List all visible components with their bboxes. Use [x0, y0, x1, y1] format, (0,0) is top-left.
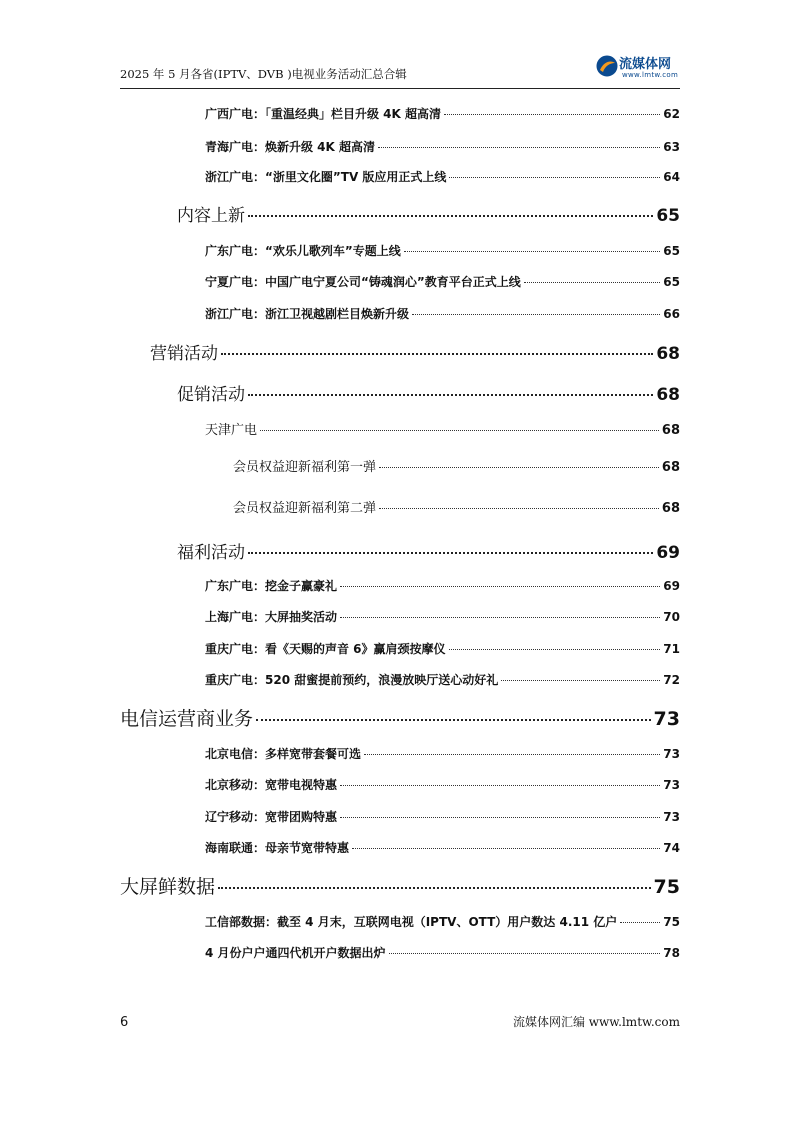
toc-leader — [524, 282, 661, 283]
toc-entry[interactable] — [205, 105, 680, 122]
toc-leader — [412, 314, 660, 315]
toc-entry-title: 辽宁移动：宽带团购特惠 — [205, 810, 338, 824]
toc-leader — [620, 922, 660, 923]
toc-leader — [379, 508, 659, 509]
toc-entry-page: 72 — [663, 673, 680, 687]
toc-entry-page: 75 — [653, 876, 680, 898]
toc-entry-title: 海南联通：母亲节宽带特惠 — [205, 841, 350, 855]
toc-leader — [248, 552, 653, 554]
toc-leader — [256, 719, 651, 721]
toc-entry-page: 68 — [656, 385, 680, 405]
toc-leader — [248, 215, 653, 217]
toc-entry-title: 宁夏广电：中国广电宁夏公司“铸魂润心”教育平台正式上线 — [205, 275, 521, 289]
toc-entry-title: 广西广电：「重温经典」栏目升级 4K 超高清 — [205, 107, 442, 121]
toc-leader — [248, 394, 653, 396]
toc-entry[interactable] — [205, 776, 680, 793]
toc-entry-page: 71 — [663, 642, 680, 656]
toc-entry-page: 73 — [663, 747, 680, 761]
toc-entry-title: 广东广电：“欢乐儿歌列车”专题上线 — [205, 244, 401, 258]
toc-leader — [378, 147, 660, 148]
toc-entry[interactable] — [205, 577, 680, 594]
toc-leader — [389, 953, 661, 954]
toc-entry-page: 68 — [656, 344, 680, 364]
toc-entry-page: 68 — [661, 423, 680, 438]
toc-entry[interactable] — [205, 808, 680, 825]
toc-entry-title: 内容上新 — [177, 206, 245, 226]
toc-leader — [501, 680, 660, 681]
toc-entry-page: 64 — [663, 170, 680, 184]
toc-entry[interactable] — [205, 138, 680, 155]
toc-leader — [340, 586, 660, 587]
toc-leader — [444, 114, 660, 115]
toc-entry[interactable] — [205, 273, 680, 290]
toc-leader — [364, 754, 660, 755]
toc-entry[interactable] — [177, 201, 680, 226]
toc-entry-title: 4 月份户户通四代机开户数据出炉 — [205, 946, 386, 960]
toc-entry-title: 北京电信：多样宽带套餐可选 — [205, 747, 362, 761]
toc-entry-title: 上海广电：大屏抽奖活动 — [205, 610, 338, 624]
toc-entry-page: 74 — [663, 841, 680, 855]
toc-entry[interactable] — [205, 640, 680, 657]
toc-entry-page: 69 — [656, 543, 680, 563]
logo-url: www.lmtw.com — [622, 71, 679, 79]
toc-entry-title: 广东广电：挖金子赢豪礼 — [205, 579, 338, 593]
toc-entry-page: 78 — [663, 946, 680, 960]
toc-entry-page: 68 — [661, 460, 680, 475]
toc-entry[interactable] — [205, 242, 680, 259]
page-number: 6 — [120, 1015, 129, 1030]
logo-text: 流媒体网 — [619, 57, 672, 72]
toc-entry-page: 65 — [656, 206, 680, 226]
toc-entry-title: 工信部数据：截至 4 月末，互联网电视（IPTV、OTT）用户数达 4.11 亿户 — [205, 915, 618, 929]
toc-entry-title: 青海广电：焕新升级 4K 超高清 — [205, 140, 376, 154]
toc-entry-page: 69 — [663, 579, 680, 593]
toc-entry-page: 73 — [653, 708, 680, 730]
toc-entry-title: 会员权益迎新福利第一弹 — [233, 460, 377, 475]
toc-leader — [218, 887, 651, 889]
toc-entry-page: 75 — [663, 915, 680, 929]
toc-entry[interactable] — [205, 944, 680, 961]
toc-entry[interactable] — [205, 608, 680, 625]
toc-entry[interactable] — [177, 380, 680, 405]
toc-entry[interactable] — [205, 168, 680, 185]
toc-entry[interactable] — [205, 913, 680, 930]
toc-entry-page: 73 — [663, 778, 680, 792]
toc-entry-title: 重庆广电：520 甜蜜提前预约，浪漫放映厅送心动好礼 — [205, 673, 499, 687]
toc-entry-page: 68 — [661, 501, 680, 516]
toc-leader — [340, 785, 660, 786]
toc-entry-page: 66 — [663, 307, 680, 321]
toc-entry-title: 北京移动：宽带电视特惠 — [205, 778, 338, 792]
toc-entry[interactable] — [177, 538, 680, 563]
toc-entry-title: 会员权益迎新福利第二弹 — [233, 501, 377, 516]
toc-leader — [221, 353, 653, 355]
toc-leader — [449, 649, 661, 650]
toc-entry[interactable] — [233, 456, 680, 475]
footer-source: 流媒体网汇编 www.lmtw.com — [512, 1015, 680, 1029]
toc-entry-title: 浙江广电：浙江卫视越剧栏目焕新升级 — [205, 307, 410, 321]
toc-entry-page: 63 — [663, 140, 680, 154]
toc-entry-title: 营销活动 — [150, 344, 218, 364]
toc-leader — [340, 817, 660, 818]
toc-leader — [260, 430, 659, 431]
toc-entry-title: 大屏鲜数据 — [120, 876, 216, 898]
toc-entry-page: 65 — [663, 275, 680, 289]
toc-leader — [379, 467, 659, 468]
toc-leader — [449, 177, 660, 178]
toc-entry-page: 70 — [663, 610, 680, 624]
toc-entry-page: 73 — [663, 810, 680, 824]
toc-entry-page: 65 — [663, 244, 680, 258]
toc-entry-title: 福利活动 — [177, 543, 245, 563]
toc-entry[interactable] — [205, 419, 680, 438]
toc-entry[interactable] — [205, 839, 680, 856]
toc-entry[interactable] — [205, 671, 680, 688]
toc-entry-title: 电信运营商业务 — [120, 708, 254, 730]
toc-entry[interactable] — [150, 339, 680, 364]
toc-leader — [352, 848, 660, 849]
toc-entry-title: 浙江广电：“浙里文化圈”TV 版应用正式上线 — [205, 170, 447, 184]
toc-entry-title: 天津广电 — [205, 423, 258, 438]
toc-entry[interactable] — [233, 497, 680, 516]
toc-entry-title: 促销活动 — [177, 385, 245, 405]
toc-leader — [404, 251, 661, 252]
toc-leader — [340, 617, 660, 618]
toc-entry-title: 重庆广电：看《天赐的声音 6》赢肩颈按摩仪 — [205, 642, 446, 656]
toc-entry[interactable] — [120, 704, 680, 731]
toc-entry[interactable] — [205, 745, 680, 762]
header-title: 2025 年 5 月各省(IPTV、DVB )电视业务活动汇总合辑 — [120, 67, 407, 81]
toc-entry-page: 62 — [663, 107, 680, 121]
toc-entry[interactable] — [120, 872, 680, 899]
toc-entry[interactable] — [205, 305, 680, 322]
